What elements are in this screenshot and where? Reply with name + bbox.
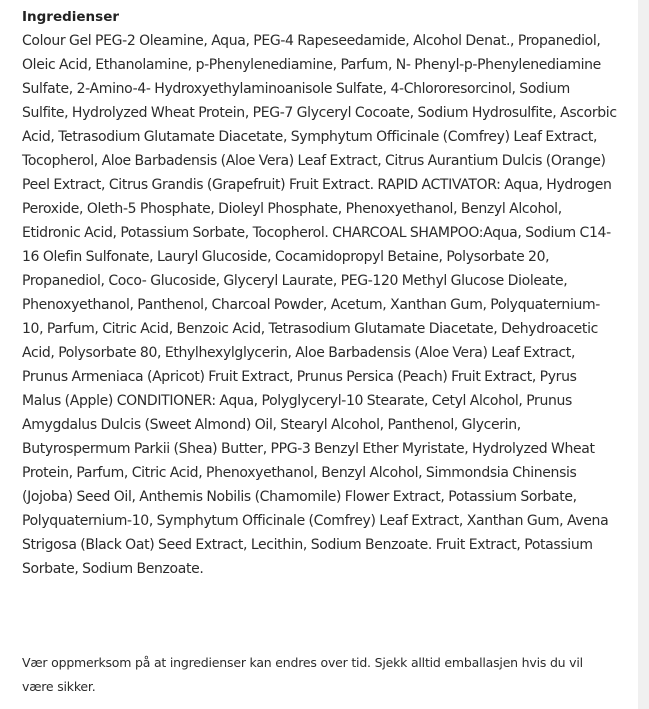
ingredients-change-notice: Vær oppmerksom på at ingredienser kan endres over tid. Sjekk alltid emballasjen hvis du vil være sikker.: [22, 655, 583, 694]
scrollbar-track[interactable]: [638, 0, 649, 709]
ingredients-list-text: Colour Gel PEG-2 Oleamine, Aqua, PEG-4 Rapeseedamide, Alcohol Denat., Propanediol, Oleic Acid, Ethanolamine, p-Phenylenediamine, Parfum, N- Phenyl-p-Phenylenediamine Sulfate, 2-Amino-4- Hydroxyethylaminoanisole Sulfate, 4-Chlororesorcinol, Sodium Sulfite, Hydrolyzed Wheat Protein, PEG-7 Glyceryl Cocoate, Sodium Hydrosulfite, Ascorbic Acid, Tetrasodium Glutamate Diacetate, Symphytum Officinale (Comfrey) Leaf Extract, Tocopherol, Aloe Barbadensis (Aloe Vera) Leaf Extract, Citrus Aurantium Dulcis (Orange) Peel Extract, Citrus Grandis (Grapefruit) Fruit Extract. RAPID ACTIVATOR: Aqua, Hydrogen Peroxide, Oleth-5 Phosphate, Dioleyl Phosphate, Phenoxyethanol, Benzyl Alcohol, Etidronic Acid, Potassium Sorbate, Tocopherol. CHARCOAL SHAMPOO:Aqua, Sodium C14-16 Olefin Sulfonate, Lauryl Glucoside, Cocamidopropyl Betaine, Polysorbate 20, Propanediol, Coco- Glucoside, Glyceryl Laurate, PEG-120 Methyl Glucose Dioleate, Phenoxyethanol, Panthenol, Charcoal Powder, Acetum, Xanthan Gum, Polyquaternium-10, Parfum, Citric Acid, Benzoic Acid, Tetrasodium Glutamate Diacetate, Dehydroacetic Acid, Polysorbate 80, Ethylhexylglycerin, Aloe Barbadensis (Aloe Vera) Leaf Extract, Prunus Armeniaca (Apricot) Fruit Extract, Prunus Persica (Peach) Fruit Extract, Pyrus Malus (Apple) CONDITIONER: Aqua, Polyglyceryl-10 Stearate, Cetyl Alcohol, Prunus Amygdalus Dulcis (Sweet Almond) Oil, Stearyl Alcohol, Panthenol, Glycerin, Butyrospermum Parkii (Shea) Butter, PPG-3 Benzyl Ether Myristate, Hydrolyzed Wheat Protein, Parfum, Citric Acid, Phenoxyethanol, Benzyl Alcohol, Simmondsia Chinensis (Jojoba) Seed Oil, Anthemis Nobilis (Chamomile) Flower Extract, Potassium Sorbate, Polyquaternium-10, Symphytum Officinale (Comfrey) Leaf Extract, Xanthan Gum, Avena Strigosa (Black Oat) Seed Extract, Lecithin, Sodium Benzoate. Fruit Extract, Potassium Sorbate, Sodium Benzoate.: [22, 33, 617, 577]
ingredients-heading: Ingredienser: [22, 9, 120, 25]
